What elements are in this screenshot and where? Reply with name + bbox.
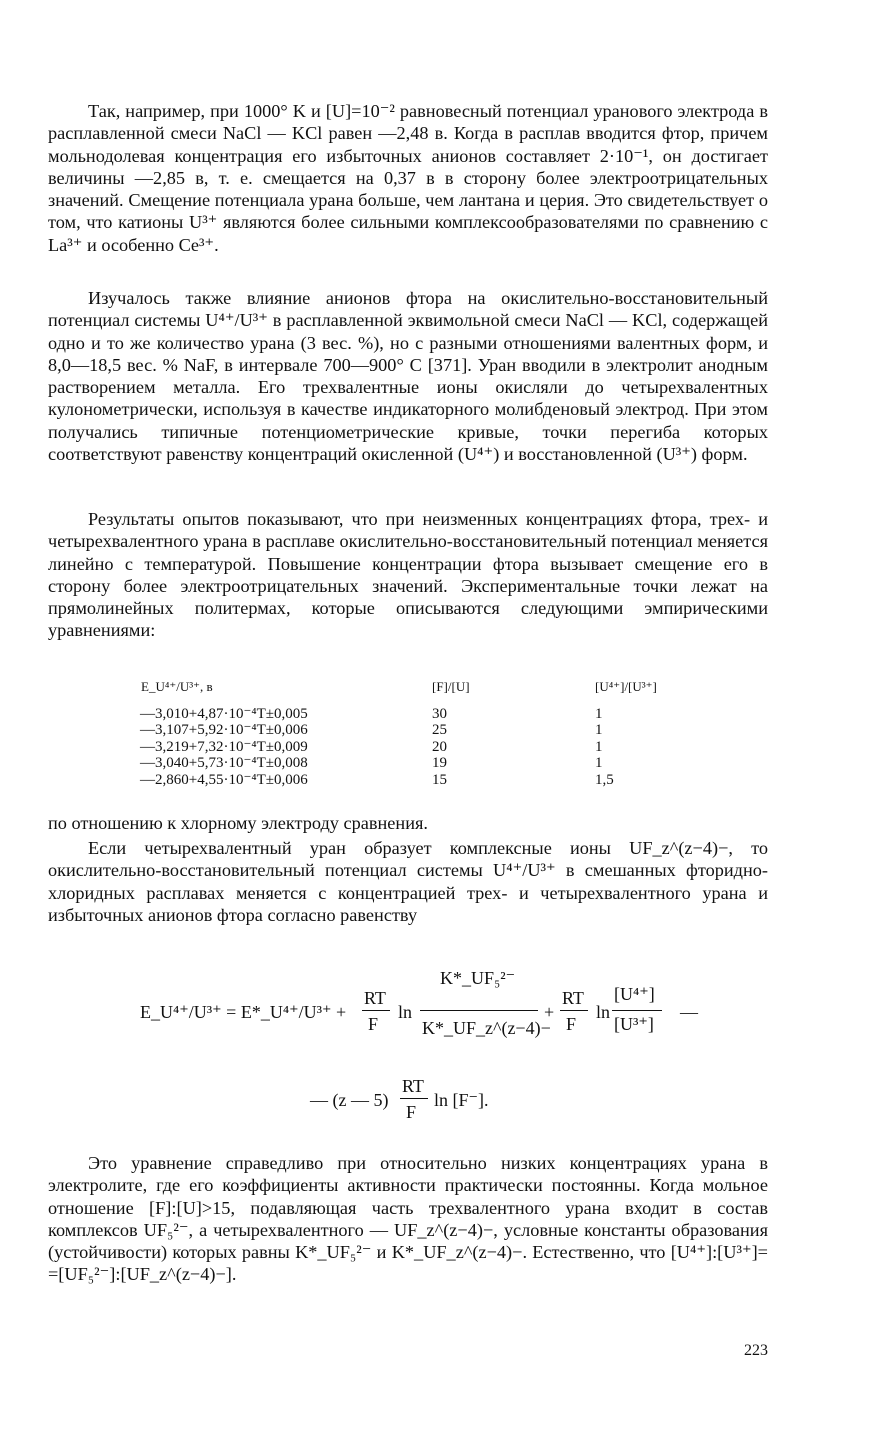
equation-line2-prefix: — (z — 5): [310, 1090, 389, 1110]
equation-conc-denominator: [U³⁺]: [614, 1014, 654, 1034]
equation-line2-suffix: ln [F⁻].: [434, 1090, 489, 1110]
table-cell: —3,107+5,92·10⁻⁴T±0,006: [140, 722, 308, 738]
fraction-bar: [560, 1010, 588, 1011]
fraction-bar: [612, 1010, 662, 1011]
table-row: [140, 772, 700, 789]
equation-rt: RT: [562, 988, 584, 1008]
equation-f: F: [566, 1014, 577, 1034]
table-cell: 30: [432, 705, 447, 722]
paragraph-1: Так, например, при 1000° K и [U]=10⁻² равновесный потенциал уранового электрода в расплавленной смеси NaCl — KCl равен —2,48 в. Когда в расплав вводится фтор, причем мольнодолевая концентрация его избыточных анионов составляет 2·10⁻¹, он достигает величины —2,85 в, т. е. смещается на 0,37 в в сторону более электроотрицательных значений. Смещение потенциала урана больше, чем лантана и церия. Это свидетельствует о том, что катионы U³⁺ являются более сильными комплексообразователями по сравнению с La³⁺ и особенно Ce³⁺.: [48, 101, 768, 255]
paragraph-6: Это уравнение справедливо при относительно низких концентрациях урана в электролите, где его коэффициенты активности практически постоянны. Когда мольное отношение [F]:[U]>15, подавляющая часть трехвалентного урана входит в состав комплексов UF₅²⁻, а четырехвалентного — UF_z^(z−4)−, условные константы образования (устойчивости) которых равны K*_UF₅²⁻ и K*_UF_z^(z−4)−. Естественно, что [U⁴⁺]:[U³⁺]= =[UF₅²⁻]:[UF_z^(z−4)−].: [48, 1153, 768, 1285]
equation-k-denominator: K*_UF_z^(z−4)−: [422, 1018, 551, 1038]
paragraph-2: Изучалось также влияние анионов фтора на окислительно-восстановительный потенциал системы U⁴⁺/U³⁺ в расплавленной эквимольной смеси NaCl — KCl, содержащей одно и то же количество урана (3 вес. %), но с разными отношениями валентных форм, и 8,0—18,5 вес. % NaF, в интервале 700—900° C [371]. Уран вводили в электролит анодным растворением металла. Его трехвалентные ионы окисляли до четырехвалентных кулонометрически, используя в качестве индикаторного молибденовый электрод. При этом получались типичные потенциометрические кривые, точки перегиба которых соответствуют равенству концентраций окисленной (U⁴⁺) и восстановленной (U³⁺) форм.: [48, 288, 768, 465]
table-cell: 1: [595, 705, 603, 722]
equation-ln: ln: [398, 1002, 413, 1022]
equation-line-1: [140, 966, 740, 1066]
equation-f: F: [406, 1102, 417, 1122]
paragraph-5: Если четырехвалентный уран образует комплексные ионы UF_z^(z−4)−, то окислительно-восстановительный потенциал системы U⁴⁺/U³⁺ в смешанных фторидно-хлоридных расплавах меняется с концентрацией трех- и четырехвалентного урана и избыточных анионов фтора согласно равенству: [48, 838, 768, 925]
equation-ln: ln: [596, 1002, 611, 1022]
fraction-bar: [420, 1010, 538, 1011]
equation-rt: RT: [364, 988, 386, 1008]
table-row: [140, 706, 700, 723]
table-cell: 25: [432, 722, 447, 738]
table-cell: 1,5: [595, 771, 614, 788]
fraction-bar: [400, 1098, 428, 1099]
table-cell: 15: [432, 771, 447, 788]
paragraph-4: по отношению к хлорному электроду сравнения.: [48, 813, 428, 833]
table-row: [140, 722, 700, 739]
table-cell: 19: [432, 755, 447, 771]
table-cell: 1: [595, 722, 603, 738]
table-cell: —3,010+4,87·10⁻⁴T±0,005: [140, 705, 308, 722]
table-cell: 1: [595, 738, 603, 755]
paragraph-3: Результаты опытов показывают, что при неизменных концентрациях фтора, трех- и четырехвалентного урана в расплаве окислительно-восстановительный потенциал меняется линейно с температурой. Повышение концентрации фтора вызывает смещение его в сторону более электроотрицательных значений. Экспериментальные точки лежат на прямолинейных политермах, которые описываются следующими эмпирическими уравнениями:: [48, 509, 768, 641]
equation-minus: —: [680, 1002, 698, 1022]
fraction-bar: [362, 1010, 390, 1011]
equation-rt: RT: [402, 1076, 424, 1096]
equation-conc-numerator: [U⁴⁺]: [614, 984, 655, 1004]
equation-lhs: E_U⁴⁺/U³⁺ = E*_U⁴⁺/U³⁺ +: [140, 1002, 347, 1022]
table-header-valence-ratio: [U⁴⁺]/[U³⁺]: [595, 679, 657, 694]
table-cell: —3,040+5,73·10⁻⁴T±0,008: [140, 755, 308, 771]
equation-f: F: [368, 1014, 379, 1034]
table-row: [140, 755, 700, 772]
page-number: 223: [744, 1342, 768, 1359]
equation-k-numerator: K*_UF₅²⁻: [440, 968, 516, 988]
table-row: [140, 739, 700, 756]
empirical-equations-table: [140, 678, 700, 788]
table-header-fluorine-ratio: [F]/[U]: [432, 679, 470, 694]
table-header-potential: E_U⁴⁺/U³⁺, в: [141, 679, 213, 694]
table-cell: —2,860+4,55·10⁻⁴T±0,006: [140, 771, 308, 788]
table-cell: 20: [432, 738, 447, 755]
table-cell: 1: [595, 755, 603, 771]
equation-plus: +: [544, 1002, 555, 1022]
table-cell: —3,219+7,32·10⁻⁴T±0,009: [140, 738, 308, 755]
equation-line-2: [310, 1070, 610, 1120]
